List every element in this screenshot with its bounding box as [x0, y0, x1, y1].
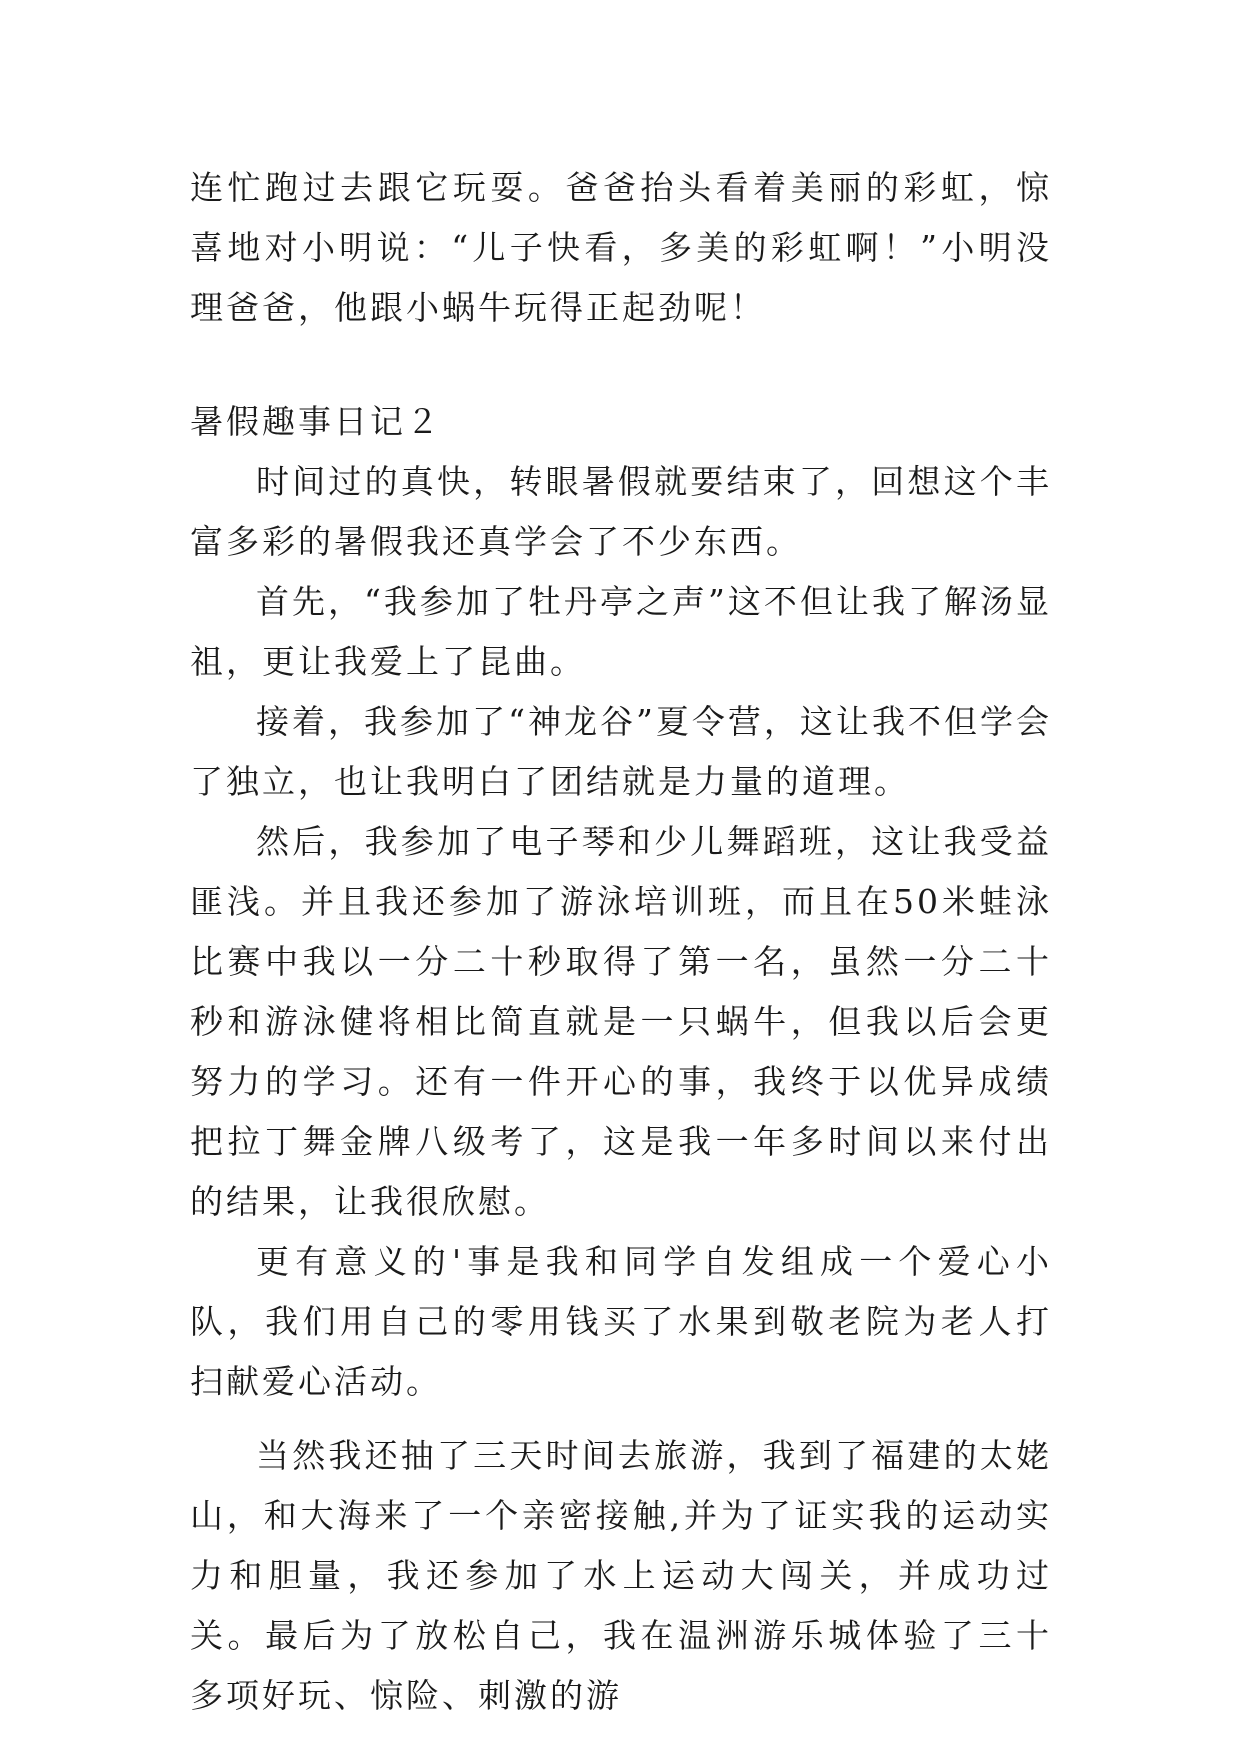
- paragraph-3: 接着，我参加了“神龙谷”夏令营，这让我不但学会了独立，也让我明白了团结就是力量的道理。: [190, 702, 1052, 801]
- paragraph-gap: [190, 338, 1052, 392]
- section-title: 暑假趣事日记２: [190, 402, 442, 441]
- document-body: [190, 158, 1052, 1726]
- paragraph-6: 当然我还抽了三天时间去旅游，我到了福建的太姥山，和大海来了一个亲密接触,并为了证实我的运动实力和胆量，我还参加了水上运动大闯关，并成功过关。最后为了放松自己，我在温洲游乐城体验了三十多项好玩、惊险、刺激的游: [190, 1436, 1052, 1715]
- paragraph-5: 更有意义的'事是我和同学自发组成一个爱心小队，我们用自己的零用钱买了水果到敬老院为老人打扫献爱心活动。: [190, 1242, 1052, 1401]
- paragraph-2: 首先，“我参加了牡丹亭之声”这不但让我了解汤显祖，更让我爱上了昆曲。: [190, 582, 1052, 681]
- paragraph-1: 时间过的真快，转眼暑假就要结束了，回想这个丰富多彩的暑假我还真学会了不少东西。: [190, 462, 1052, 561]
- paragraph-4: 然后，我参加了电子琴和少儿舞蹈班，这让我受益匪浅。并且我还参加了游泳培训班，而且在50米蛙泳比赛中我以一分二十秒取得了第一名，虽然一分二十秒和游泳健将相比简直就是一只蜗牛，但我以后会更努力的学习。还有一件开心的事，我终于以优异成绩把拉丁舞金牌八级考了，这是我一年多时间以来付出的结果，让我很欣慰。: [190, 822, 1052, 1221]
- continued-paragraph: 连忙跑过去跟它玩耍。爸爸抬头看着美丽的彩虹，惊喜地对小明说：“儿子快看，多美的彩虹啊！”小明没理爸爸，他跟小蜗牛玩得正起劲呢！: [190, 168, 1052, 327]
